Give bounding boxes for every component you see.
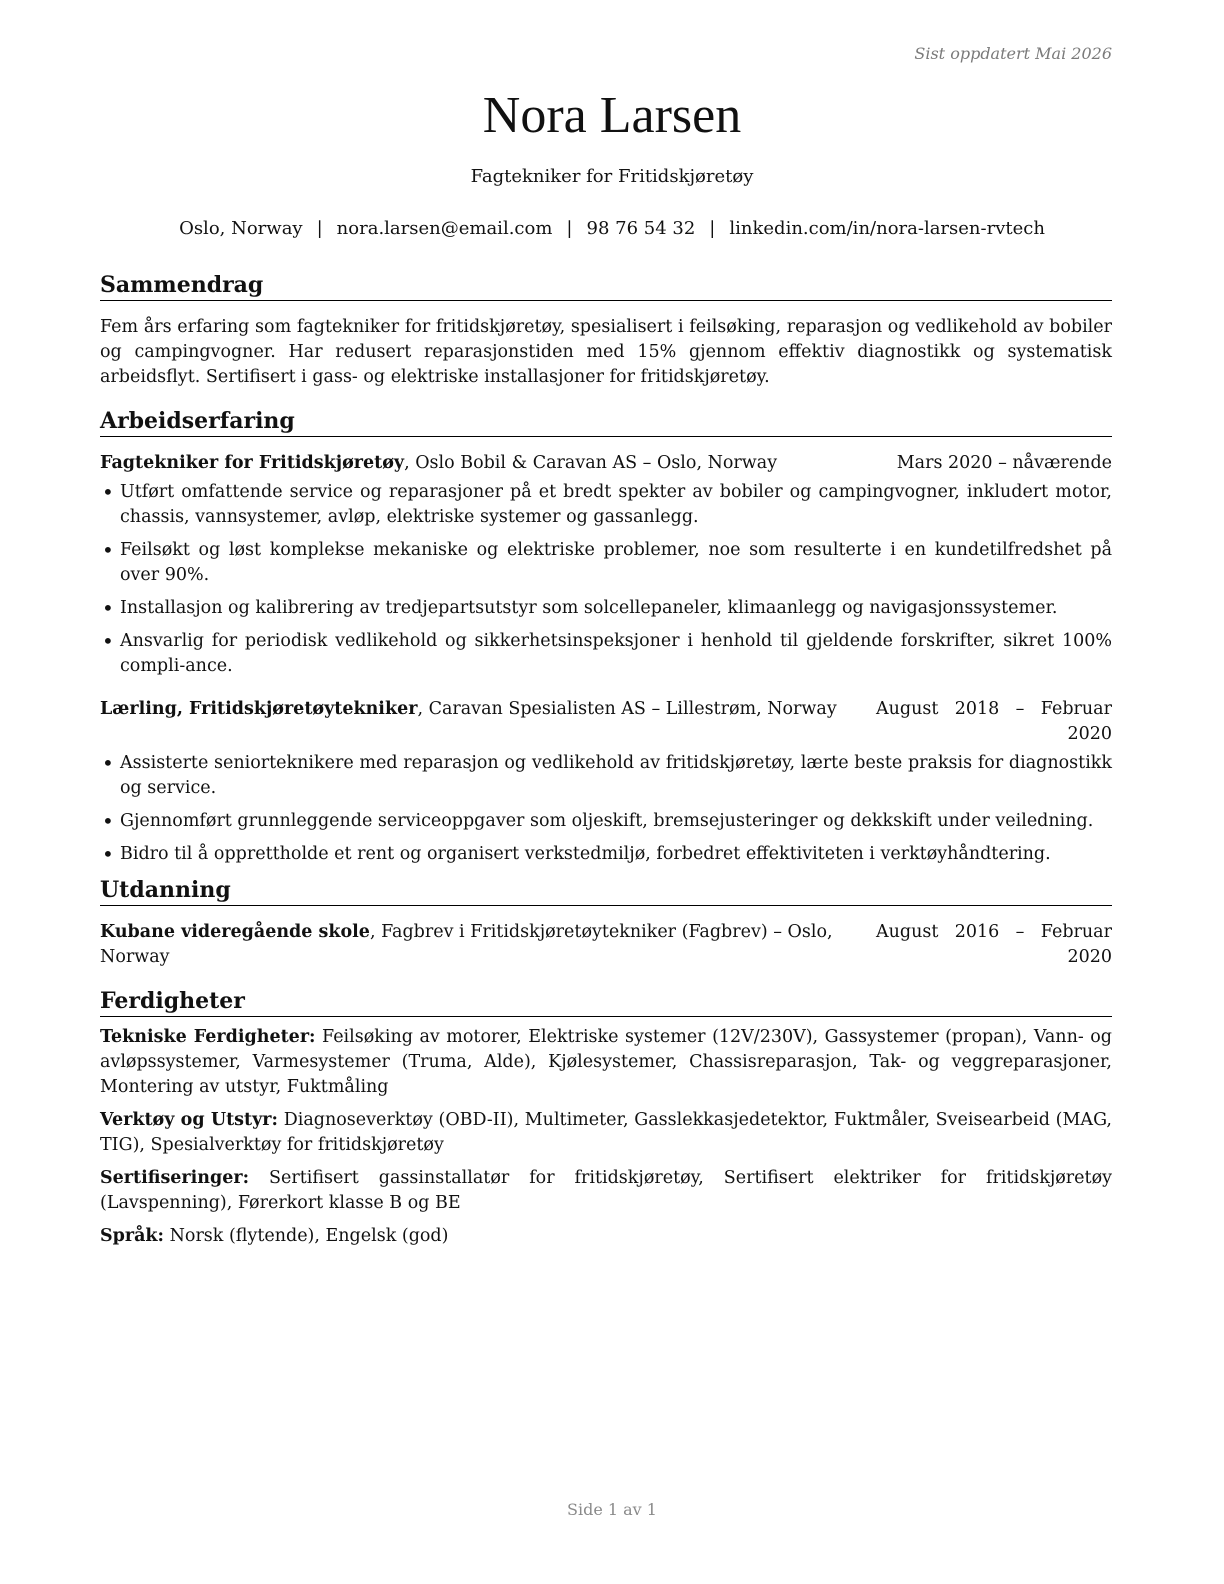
contact-linkedin[interactable]: linkedin.com/in/nora-larsen-rvtech <box>729 218 1045 239</box>
section-title-skills: Ferdigheter <box>100 986 1112 1017</box>
skill-value: Feilsøking av motorer, Elektriske systemer (12V/230V), Gassystemer (propan), Vann- og avløpssystemer, Varmesystemer (Truma, Alde), Kjølesystemer, Chassisreparasjon, Tak- og veggreparasjoner, Montering av utstyr, Fuktmåling <box>100 1027 1113 1097</box>
skill-row <box>100 1166 1112 1216</box>
contact-separator: | <box>709 218 716 239</box>
list-item: • Assisterte seniorteknikere med reparasjon og vedlikehold av fritidskjøretøy, lærte beste praksis for diagnostikk og service. <box>100 751 1112 801</box>
skill-label: Språk: <box>100 1226 165 1246</box>
headline: Fagtekniker for Fritidskjøretøy <box>470 166 754 187</box>
skill-row <box>100 1224 1112 1249</box>
contact-phone: 98 76 54 32 <box>586 218 696 239</box>
list-item: • Installasjon og kalibrering av tredjepartsutstyr som solcellepaneler, klimaanlegg og navigasjonssystemer. <box>100 596 1112 621</box>
job-header <box>100 697 1112 747</box>
skills-list <box>100 1025 1112 1249</box>
job-bullets <box>100 751 1112 867</box>
education-detail: , Fagbrev i Fritidskjøretøytekniker (Fagbrev) – Oslo, Norway <box>100 922 833 967</box>
resume-content <box>100 270 1112 1249</box>
skill-value: Norsk (flytende), Engelsk (god) <box>164 1226 449 1246</box>
skill-row <box>100 1108 1112 1158</box>
school-name: Kubane videregående skole <box>100 922 370 942</box>
contact-separator: | <box>566 218 573 239</box>
section-title-education: Utdanning <box>100 875 1112 906</box>
list-item: • Ansvarlig for periodisk vedlikehold og sikkerhetsinspeksjoner i henhold til gjeldende forskrifter, sikret 100% compli-ance. <box>100 629 1112 679</box>
contact-separator: | <box>316 218 323 239</box>
contact-line <box>0 218 1224 239</box>
contact-location: Oslo, Norway <box>179 218 303 239</box>
skill-label: Verktøy og Utstyr: <box>100 1110 278 1130</box>
job-header <box>100 451 1112 476</box>
job-title: Lærling, Fritidskjøretøytekniker <box>100 699 418 719</box>
job-dates: Mars 2020 – nåværende <box>896 453 1112 473</box>
education-entry <box>100 920 1112 970</box>
job-title: Fagtekniker for Fritidskjøretøy <box>100 453 405 473</box>
list-item: • Feilsøkt og løst komplekse mekaniske og elektriske problemer, noe som resulterte i en kundetilfredshet på over 90%. <box>100 538 1112 588</box>
last-updated: Sist oppdatert Mai 2026 <box>914 44 1112 63</box>
skill-row <box>100 1025 1112 1100</box>
job-company: , Oslo Bobil & Caravan AS – Oslo, Norway <box>404 453 778 473</box>
list-item: • Utført omfattende service og reparasjoner på et bredt spekter av bobiler og campingvogner, inkludert motor, chassis, vannsystemer, avløp, elektriske systemer og gassanlegg. <box>100 480 1112 530</box>
job-entry <box>100 697 1112 867</box>
list-item: • Bidro til å opprettholde et rent og organisert verkstedmiljø, forbedret effektiviteten i verktøyhåndtering. <box>100 842 1112 867</box>
skill-value: Sertifisert gassinstallatør for fritidskjøretøy, Sertifisert elektriker for fritidskjøretøy (Lavspenning), Førerkort klasse B og BE <box>100 1168 1112 1213</box>
job-dates: August 2018 – Februar 2020 <box>876 699 1112 744</box>
summary-text: Fem års erfaring som fagtekniker for fritidskjøretøy, spesialisert i feilsøking, reparasjon og vedlikehold av bobiler og campingvogner. Har redusert reparasjonstiden med 15% gjennom effektiv diagnostikk og systematisk arbeidsflyt. Sertifisert i gass- og elektriske installasjoner for fritidskjøretøy. <box>100 317 1112 387</box>
job-entry <box>100 451 1112 679</box>
job-bullets <box>100 480 1112 679</box>
list-item: • Gjennomført grunnleggende serviceoppgaver som oljeskift, bremsejusteringer og dekkskift under veiledning. <box>100 809 1112 834</box>
skill-value: Diagnoseverktøy (OBD-II), Multimeter, Gasslekkasjedetektor, Fuktmåler, Sveisearbeid (MAG, TIG), Spesialverktøy for fritidskjøretøy <box>100 1110 1112 1155</box>
skill-label: Sertifiseringer: <box>100 1168 250 1188</box>
contact-email[interactable]: nora.larsen@email.com <box>336 218 553 239</box>
education-dates: August 2016 – Februar 2020 <box>876 922 1112 967</box>
skill-label: Tekniske Ferdigheter: <box>100 1027 316 1047</box>
job-company: , Caravan Spesialisten AS – Lillestrøm, Norway <box>417 699 837 719</box>
person-name: Nora Larsen <box>482 87 742 144</box>
section-title-experience: Arbeidserfaring <box>100 406 1112 437</box>
section-title-summary: Sammendrag <box>100 270 1112 301</box>
page-number: Side 1 av 1 <box>567 1500 657 1519</box>
